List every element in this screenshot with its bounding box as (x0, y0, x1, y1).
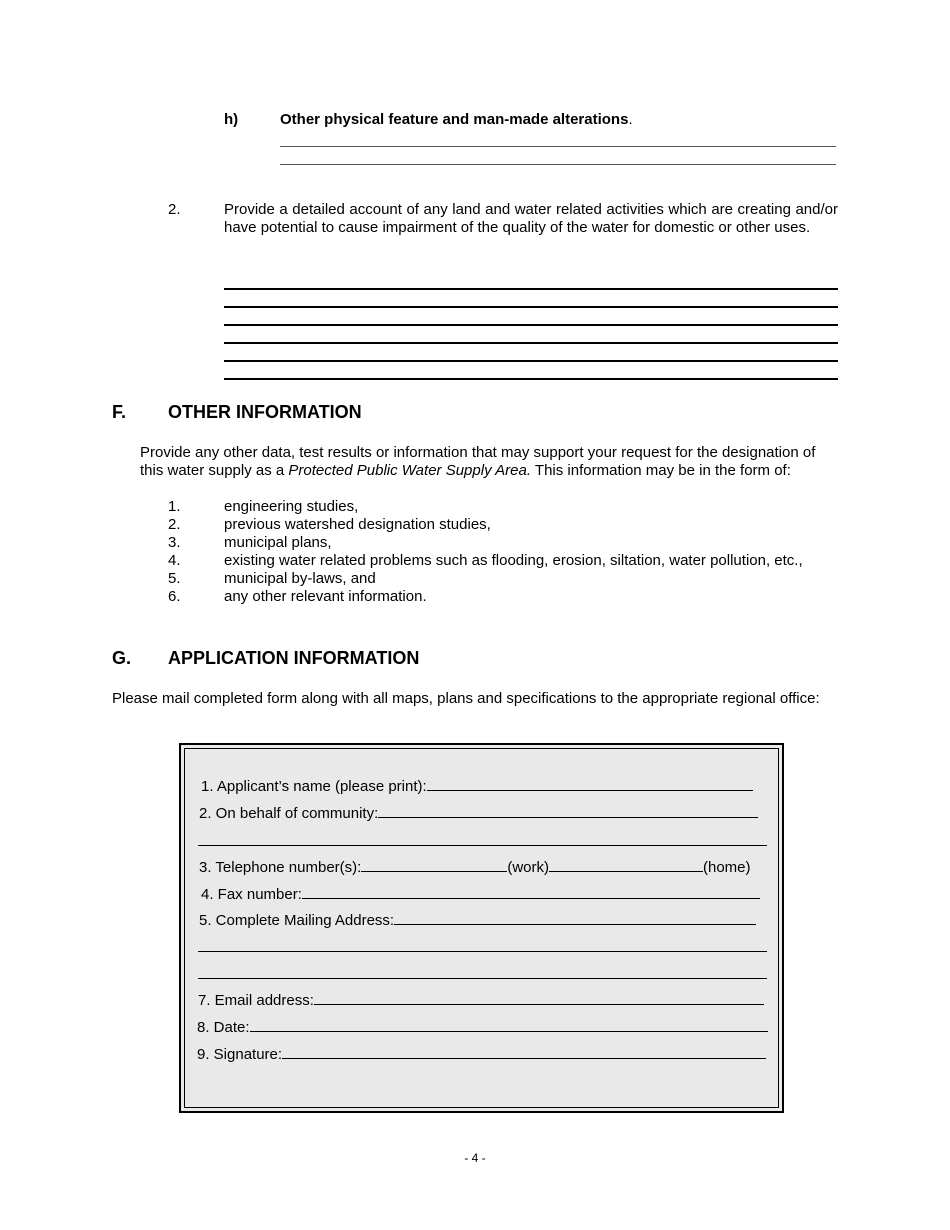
email-row (198, 991, 764, 1010)
email-label: 7. Email address: (198, 992, 314, 1009)
date-row (197, 1018, 768, 1037)
telephone-work-label: (work) (507, 859, 549, 876)
community-field[interactable] (378, 804, 758, 818)
answer-line[interactable] (224, 378, 838, 380)
page-number: - 4 - (464, 1151, 486, 1165)
telephone-home-field[interactable] (549, 858, 703, 872)
item-h-title-suffix: . (628, 111, 633, 128)
list-item-number: 5. (168, 570, 181, 587)
mailing-field-line-3[interactable] (198, 978, 767, 979)
signature-field[interactable] (282, 1045, 766, 1059)
answer-line[interactable] (224, 288, 838, 290)
fax-row (201, 885, 760, 904)
fax-label: 4. Fax number: (201, 886, 302, 903)
mailing-label: 5. Complete Mailing Address: (199, 912, 395, 929)
signature-label: 9. Signature: (197, 1046, 283, 1063)
list-item-number: 1. (168, 498, 181, 515)
telephone-home-label: (home) (703, 859, 751, 876)
list-item-text: municipal by-laws, and (224, 570, 376, 587)
section-g-letter: G. (112, 648, 132, 668)
community-row (199, 804, 758, 823)
answer-line[interactable] (280, 146, 836, 147)
telephone-work-field[interactable] (361, 858, 507, 872)
section-f-para-end: This information may be in the form of: (531, 462, 791, 479)
list-item-text: engineering studies, (224, 498, 359, 515)
section-f-heading (112, 402, 512, 426)
date-field[interactable] (250, 1018, 768, 1032)
signature-row (197, 1045, 766, 1064)
list-item-text: any other relevant information. (224, 588, 427, 605)
applicant-name-label: 1. Applicant’s name (please print): (201, 778, 427, 795)
section-f-paragraph (140, 444, 840, 480)
list-item-number: 2. (168, 516, 181, 533)
mailing-field[interactable] (394, 911, 756, 925)
list-item-number: 6. (168, 588, 181, 605)
item-h-title (280, 111, 633, 128)
section-f-para-text: Provide any other data, test results or information that may support your request for the designation of this water supply as a (140, 444, 816, 479)
telephone-row (199, 858, 751, 877)
answer-line[interactable] (224, 306, 838, 308)
item-h-title-text: Other physical feature and man-made alterations (280, 111, 629, 128)
list-item-text: previous watershed designation studies, (224, 516, 491, 533)
mailing-field-line-2[interactable] (198, 951, 767, 952)
answer-line[interactable] (224, 360, 838, 362)
applicant-name-row (201, 777, 753, 796)
section-g-heading (112, 648, 562, 672)
application-form-inner (184, 748, 779, 1108)
section-g-paragraph: Please mail completed form along with all maps, plans and specifications to the appropriate regional office: (112, 690, 820, 707)
community-label: 2. On behalf of community: (199, 805, 379, 822)
telephone-label: 3. Telephone number(s): (199, 859, 362, 876)
section-g-title: APPLICATION INFORMATION (168, 648, 420, 668)
date-label: 8. Date: (197, 1019, 250, 1036)
item-2-text: Provide a detailed account of any land and water related activities which are creating and/or have potential to cause impairment of the quality of the water for domestic or other uses. (224, 201, 838, 236)
fax-field[interactable] (302, 885, 760, 899)
list-item-text: existing water related problems such as flooding, erosion, siltation, water pollution, etc., (224, 552, 803, 569)
list-item-text: municipal plans, (224, 534, 332, 551)
answer-line[interactable] (280, 164, 836, 165)
section-f-letter: F. (112, 402, 127, 422)
section-f-title: OTHER INFORMATION (168, 402, 362, 422)
list-item-number: 4. (168, 552, 181, 569)
community-field-continued[interactable] (198, 845, 767, 846)
email-field[interactable] (314, 991, 764, 1005)
item-2-number: 2. (168, 201, 181, 218)
applicant-name-field[interactable] (427, 777, 753, 791)
answer-line[interactable] (224, 342, 838, 344)
answer-line[interactable] (224, 324, 838, 326)
section-f-para-italic: Protected Public Water Supply Area. (288, 462, 532, 479)
application-form (179, 743, 784, 1113)
list-item-number: 3. (168, 534, 181, 551)
item-h-label: h) (224, 111, 239, 128)
mailing-row (199, 911, 756, 930)
